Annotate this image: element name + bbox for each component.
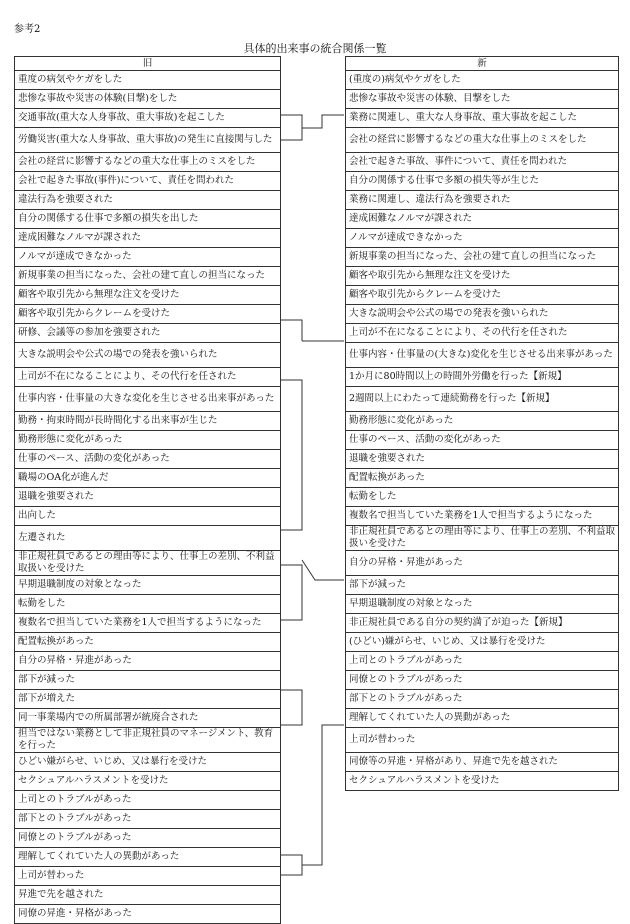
old-event-cell: ひどい嫌がらせ、いじめ、又は暴行を受けた bbox=[15, 753, 281, 772]
connector-line bbox=[281, 690, 302, 725]
old-event-cell: 部下が減った bbox=[15, 671, 281, 690]
old-event-cell: 仕事内容・仕事量の大きな変化を生じさせる出来事があった bbox=[15, 387, 281, 412]
page-title: 具体的出来事の統合関係一覧 bbox=[243, 42, 387, 55]
old-row bbox=[15, 867, 281, 886]
new-row bbox=[346, 507, 619, 526]
new-event-cell: セクシュアルハラスメントを受けた bbox=[346, 772, 619, 791]
new-row bbox=[346, 753, 619, 772]
new-event-cell: 1か月に80時間以上の時間外労働を行った【新規】 bbox=[346, 368, 619, 387]
new-event-cell: 自分の関係する仕事で多額の損失等が生じた bbox=[346, 172, 619, 191]
new-row bbox=[346, 526, 619, 551]
old-event-cell: 左遷された bbox=[15, 526, 281, 551]
new-event-cell: (重度の)病気やケガをした bbox=[346, 71, 619, 90]
old-row bbox=[15, 690, 281, 709]
new-row bbox=[346, 709, 619, 728]
old-row bbox=[15, 286, 281, 305]
old-row bbox=[15, 551, 281, 576]
old-row bbox=[15, 772, 281, 791]
new-row bbox=[346, 652, 619, 671]
old-row bbox=[15, 829, 281, 848]
new-event-cell: 会社の経営に影響するなどの重大な仕事上のミスをした bbox=[346, 128, 619, 153]
old-event-cell: 同僚の昇進・昇格があった bbox=[15, 905, 281, 924]
old-row bbox=[15, 210, 281, 229]
old-event-cell: 会社の経営に影響するなどの重大な仕事上のミスをした bbox=[15, 153, 281, 172]
new-event-cell: 理解してくれていた人の異動があった bbox=[346, 709, 619, 728]
new-event-cell: 同僚とのトラブルがあった bbox=[346, 671, 619, 690]
new-event-cell: 新規事業の担当になった、会社の建て直しの担当になった bbox=[346, 248, 619, 267]
old-row bbox=[15, 595, 281, 614]
old-event-cell: 顧客や取引先からクレームを受けた bbox=[15, 305, 281, 324]
new-event-cell: 達成困難なノルマが課された bbox=[346, 210, 619, 229]
new-event-cell: 仕事内容・仕事量の(大きな)変化を生じさせる出来事があった bbox=[346, 343, 619, 368]
old-row bbox=[15, 810, 281, 829]
new-row bbox=[346, 614, 619, 633]
old-row bbox=[15, 128, 281, 153]
connector-line bbox=[302, 115, 344, 128]
new-event-cell: 同僚等の昇進・昇格があり、昇進で先を越された bbox=[346, 753, 619, 772]
old-row bbox=[15, 387, 281, 412]
old-row bbox=[15, 109, 281, 128]
new-row bbox=[346, 551, 619, 576]
old-row bbox=[15, 431, 281, 450]
old-event-cell: 昇進で先を越された bbox=[15, 886, 281, 905]
connector-line bbox=[281, 855, 302, 875]
old-event-cell: 職場のOA化が進んだ bbox=[15, 469, 281, 488]
new-row bbox=[346, 248, 619, 267]
old-row bbox=[15, 469, 281, 488]
old-row bbox=[15, 671, 281, 690]
old-row bbox=[15, 229, 281, 248]
old-row bbox=[15, 368, 281, 387]
old-event-cell: 上司が不在になることにより、その代行を任された bbox=[15, 368, 281, 387]
new-row bbox=[346, 128, 619, 153]
new-event-cell: 部下とのトラブルがあった bbox=[346, 690, 619, 709]
old-row bbox=[15, 791, 281, 810]
old-event-cell: 勤務形態に変化があった bbox=[15, 431, 281, 450]
old-event-cell: 上司とのトラブルがあった bbox=[15, 791, 281, 810]
new-row bbox=[346, 690, 619, 709]
new-event-cell: 配置転換があった bbox=[346, 469, 619, 488]
old-row bbox=[15, 90, 281, 109]
old-event-cell: 交通事故(重大な人身事故、重大事故)を起こした bbox=[15, 109, 281, 128]
old-event-cell: 顧客や取引先から無理な注文を受けた bbox=[15, 286, 281, 305]
old-event-cell: ノルマが達成できなかった bbox=[15, 248, 281, 267]
new-row bbox=[346, 71, 619, 90]
new-row bbox=[346, 431, 619, 450]
old-row bbox=[15, 172, 281, 191]
new-event-cell: 業務に関連し、重大な人身事故、重大事故を起こした bbox=[346, 109, 619, 128]
old-event-cell: 部下とのトラブルがあった bbox=[15, 810, 281, 829]
new-row bbox=[346, 576, 619, 595]
new-row bbox=[346, 772, 619, 791]
old-events-table bbox=[14, 56, 281, 924]
new-event-cell: 大きな説明会や公式の場での発表を強いられた bbox=[346, 305, 619, 324]
new-event-cell: 非正規社員である自分の契約満了が迫った【新規】 bbox=[346, 614, 619, 633]
old-row bbox=[15, 305, 281, 324]
old-event-cell: 重度の病気やケガをした bbox=[15, 71, 281, 90]
old-row bbox=[15, 886, 281, 905]
old-event-cell: 部下が増えた bbox=[15, 690, 281, 709]
new-row bbox=[346, 286, 619, 305]
old-event-cell: 同一事業場内での所属部署が統廃合された bbox=[15, 709, 281, 728]
old-event-cell: 仕事のペース、活動の変化があった bbox=[15, 450, 281, 469]
old-event-cell: 達成困難なノルマが課された bbox=[15, 229, 281, 248]
old-event-cell: 上司が替わった bbox=[15, 867, 281, 886]
old-row bbox=[15, 848, 281, 867]
connector-line bbox=[281, 565, 302, 620]
old-row bbox=[15, 488, 281, 507]
new-event-cell: 悲惨な事故や災害の体験、目撃をした bbox=[346, 90, 619, 109]
old-header: 旧 bbox=[15, 57, 281, 71]
new-row bbox=[346, 191, 619, 210]
old-event-cell: 違法行為を強要された bbox=[15, 191, 281, 210]
new-events-table bbox=[345, 56, 619, 791]
new-row bbox=[346, 90, 619, 109]
new-event-cell: 上司が不在になることにより、その代行を任された bbox=[346, 324, 619, 343]
new-row bbox=[346, 387, 619, 412]
old-row bbox=[15, 709, 281, 728]
old-row bbox=[15, 633, 281, 652]
new-row bbox=[346, 210, 619, 229]
old-row bbox=[15, 507, 281, 526]
old-event-cell: 担当ではない業務として非正規社員のマネージメント、教育を行った bbox=[15, 728, 281, 753]
new-event-cell: 部下が減った bbox=[346, 576, 619, 595]
old-row bbox=[15, 153, 281, 172]
old-event-cell: 労働災害(重大な人身事故、重大事故)の発生に直接関与した bbox=[15, 128, 281, 153]
new-event-cell: 会社で起きた事故、事件について、責任を問われた bbox=[346, 153, 619, 172]
old-event-cell: 出向した bbox=[15, 507, 281, 526]
new-row bbox=[346, 368, 619, 387]
old-row bbox=[15, 728, 281, 753]
new-event-cell: 仕事のペース、活動の変化があった bbox=[346, 431, 619, 450]
new-row bbox=[346, 728, 619, 753]
new-event-cell: 早期退職制度の対象となった bbox=[346, 595, 619, 614]
connector-line bbox=[281, 320, 302, 341]
new-event-cell: 顧客や取引先から無理な注文を受けた bbox=[346, 267, 619, 286]
new-row bbox=[346, 595, 619, 614]
old-event-cell: 同僚とのトラブルがあった bbox=[15, 829, 281, 848]
new-row bbox=[346, 324, 619, 343]
new-event-cell: 勤務形態に変化があった bbox=[346, 412, 619, 431]
new-row bbox=[346, 267, 619, 286]
old-row bbox=[15, 248, 281, 267]
reference-label: 参考2 bbox=[14, 24, 41, 35]
new-row bbox=[346, 671, 619, 690]
old-event-cell: 新規事業の担当になった、会社の建て直しの担当になった bbox=[15, 267, 281, 286]
new-event-cell: 業務に関連し、違法行為を強要された bbox=[346, 191, 619, 210]
old-event-cell: 自分の昇格・昇進があった bbox=[15, 652, 281, 671]
old-event-cell: 会社で起きた事故(事件)について、責任を問われた bbox=[15, 172, 281, 191]
old-event-cell: セクシュアルハラスメントを受けた bbox=[15, 772, 281, 791]
old-event-cell: 悲惨な事故や災害の体験(目撃)をした bbox=[15, 90, 281, 109]
new-event-cell: 上司が替わった bbox=[346, 728, 619, 753]
new-row bbox=[346, 469, 619, 488]
old-row bbox=[15, 450, 281, 469]
connector-line bbox=[281, 380, 302, 530]
new-event-cell: 複数名で担当していた業務を1人で担当するようになった bbox=[346, 507, 619, 526]
old-event-cell: 退職を強要された bbox=[15, 488, 281, 507]
connector-line bbox=[302, 560, 344, 580]
old-row bbox=[15, 753, 281, 772]
old-event-cell: 転勤をした bbox=[15, 595, 281, 614]
connector-line bbox=[281, 115, 302, 140]
old-row bbox=[15, 343, 281, 368]
old-event-cell: 早期退職制度の対象となった bbox=[15, 576, 281, 595]
old-row bbox=[15, 412, 281, 431]
new-row bbox=[346, 305, 619, 324]
new-row bbox=[346, 172, 619, 191]
new-event-cell: 2週間以上にわたって連続勤務を行った【新規】 bbox=[346, 387, 619, 412]
new-event-cell: 退職を強要された bbox=[346, 450, 619, 469]
new-row bbox=[346, 633, 619, 652]
new-event-cell: 顧客や取引先からクレームを受けた bbox=[346, 286, 619, 305]
old-row bbox=[15, 576, 281, 595]
new-event-cell: 非正規社員であるとの理由等により、仕事上の差別、不利益取扱いを受けた bbox=[346, 526, 619, 551]
new-row bbox=[346, 412, 619, 431]
new-event-cell: 上司とのトラブルがあった bbox=[346, 652, 619, 671]
old-event-cell: 配置転換があった bbox=[15, 633, 281, 652]
new-row bbox=[346, 229, 619, 248]
old-event-cell: 研修、会議等の参加を強要された bbox=[15, 324, 281, 343]
new-row bbox=[346, 109, 619, 128]
old-row bbox=[15, 614, 281, 633]
connector-line bbox=[302, 725, 344, 865]
old-event-cell: 大きな説明会や公式の場での発表を強いられた bbox=[15, 343, 281, 368]
new-row bbox=[346, 343, 619, 368]
old-row bbox=[15, 267, 281, 286]
old-row bbox=[15, 191, 281, 210]
new-event-cell: 自分の昇格・昇進があった bbox=[346, 551, 619, 576]
new-row bbox=[346, 450, 619, 469]
old-row bbox=[15, 526, 281, 551]
old-row bbox=[15, 71, 281, 90]
new-event-cell: ノルマが達成できなかった bbox=[346, 229, 619, 248]
old-row bbox=[15, 324, 281, 343]
old-event-cell: 自分の関係する仕事で多額の損失を出した bbox=[15, 210, 281, 229]
old-event-cell: 勤務・拘束時間が長時間化する出来事が生じた bbox=[15, 412, 281, 431]
old-event-cell: 理解してくれていた人の異動があった bbox=[15, 848, 281, 867]
new-event-cell: (ひどい)嫌がらせ、いじめ、又は暴行を受けた bbox=[346, 633, 619, 652]
new-row bbox=[346, 153, 619, 172]
new-event-cell: 転勤をした bbox=[346, 488, 619, 507]
new-row bbox=[346, 488, 619, 507]
old-row bbox=[15, 905, 281, 924]
old-event-cell: 複数名で担当していた業務を1人で担当するようになった bbox=[15, 614, 281, 633]
old-row bbox=[15, 652, 281, 671]
new-header: 新 bbox=[346, 57, 619, 71]
old-event-cell: 非正規社員であるとの理由等により、仕事上の差別、不利益取扱いを受けた bbox=[15, 551, 281, 576]
